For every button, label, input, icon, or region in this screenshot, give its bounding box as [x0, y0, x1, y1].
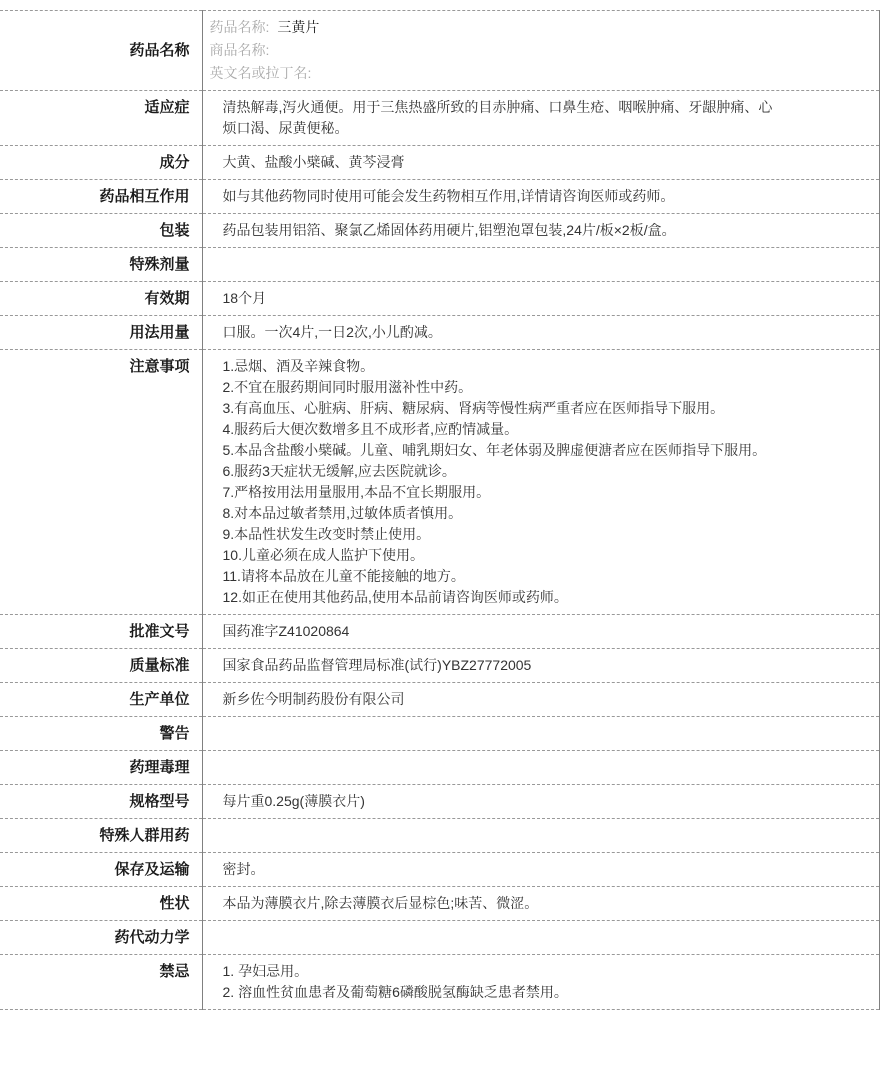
table-row	[0, 785, 880, 819]
row-label: 包装	[0, 214, 202, 248]
row-content	[202, 683, 880, 717]
row-label: 禁忌	[0, 955, 202, 1010]
row-label: 保存及运输	[0, 853, 202, 887]
table-row	[0, 91, 880, 146]
field-key: 英文名或拉丁名:	[209, 65, 312, 81]
table-row	[0, 955, 880, 1010]
row-content	[202, 955, 880, 1010]
content-line: 2.不宜在服药期间同时服用滋补性中药。	[222, 379, 473, 395]
content-line: 9.本品性状发生改变时禁止使用。	[222, 526, 431, 542]
table-row	[0, 316, 880, 350]
row-content	[202, 751, 880, 785]
drug-name-line	[210, 16, 870, 39]
row-label: 警告	[0, 717, 202, 751]
row-label: 适应症	[0, 91, 202, 146]
field-key: 商品名称:	[209, 42, 270, 58]
content-line: 11.请将本品放在儿童不能接触的地方。	[222, 568, 465, 584]
row-content	[202, 350, 880, 615]
table-row	[0, 615, 880, 649]
content-line: 7.严格按用法用量服用,本品不宜长期服用。	[222, 484, 491, 500]
content-line: 新乡佐今明制药股份有限公司	[222, 691, 405, 707]
row-content	[202, 853, 880, 887]
table-row	[0, 683, 880, 717]
table-row	[0, 146, 880, 180]
row-content	[202, 214, 880, 248]
table-row	[0, 819, 880, 853]
content-line: 如与其他药物同时使用可能会发生药物相互作用,详情请咨询医师或药师。	[222, 188, 675, 204]
row-label: 批准文号	[0, 615, 202, 649]
row-label: 药理毒理	[0, 751, 202, 785]
row-content	[202, 248, 880, 282]
content-line: 本品为薄膜衣片,除去薄膜衣后显棕色;味苦、微涩。	[222, 895, 539, 911]
table-row	[0, 887, 880, 921]
row-label: 生产单位	[0, 683, 202, 717]
row-label: 有效期	[0, 282, 202, 316]
table-row	[0, 921, 880, 955]
row-label: 药代动力学	[0, 921, 202, 955]
table-row	[0, 350, 880, 615]
row-label: 性状	[0, 887, 202, 921]
row-label: 注意事项	[0, 350, 202, 615]
row-content	[202, 717, 880, 751]
row-content	[202, 649, 880, 683]
row-content	[202, 887, 880, 921]
content-line: 4.服药后大便次数增多且不成形者,应酌情减量。	[222, 421, 519, 437]
content-line: 3.有高血压、心脏病、肝病、糖尿病、肾病等慢性病严重者应在医师指导下服用。	[222, 400, 725, 416]
content-line: 5.本品含盐酸小檗碱。儿童、哺乳期妇女、年老体弱及脾虚便溏者应在医师指导下服用。	[222, 442, 767, 458]
row-label: 用法用量	[0, 316, 202, 350]
drug-name-line	[210, 39, 870, 62]
row-content	[202, 921, 880, 955]
row-content	[202, 316, 880, 350]
row-label: 药品相互作用	[0, 180, 202, 214]
content-line: 烦口渴、尿黄便秘。	[222, 120, 349, 136]
row-label: 成分	[0, 146, 202, 180]
content-line: 药品包装用铝箔、聚氯乙烯固体药用硬片,铝塑泡罩包装,24片/板×2板/盒。	[222, 222, 676, 238]
table-row	[0, 180, 880, 214]
row-content	[202, 615, 880, 649]
table-row	[0, 11, 880, 91]
row-content	[202, 146, 880, 180]
table-row	[0, 717, 880, 751]
table-row	[0, 282, 880, 316]
content-line: 清热解毒,泻火通便。用于三焦热盛所致的目赤肿痛、口鼻生疮、咽喉肿痛、牙龈肿痛、心	[222, 99, 773, 115]
row-label: 特殊剂量	[0, 248, 202, 282]
row-label: 药品名称	[0, 11, 202, 91]
content-line: 口服。一次4片,一日2次,小儿酌减。	[222, 324, 442, 340]
content-line: 18个月	[222, 290, 267, 306]
row-label: 特殊人群用药	[0, 819, 202, 853]
row-content	[202, 180, 880, 214]
field-key: 药品名称:	[209, 19, 270, 35]
content-line: 国家食品药品监督管理局标准(试行)YBZ27772005	[222, 657, 532, 673]
content-line: 国药准字Z41020864	[222, 623, 350, 639]
content-line: 1.忌烟、酒及辛辣食物。	[222, 358, 375, 374]
table-row	[0, 649, 880, 683]
row-content	[202, 819, 880, 853]
row-content	[202, 785, 880, 819]
content-line: 每片重0.25g(薄膜衣片)	[222, 793, 365, 809]
content-line: 6.服药3天症状无缓解,应去医院就诊。	[222, 463, 456, 479]
content-line: 12.如正在使用其他药品,使用本品前请咨询医师或药师。	[222, 589, 568, 605]
drug-name-line	[210, 62, 870, 85]
table-row	[0, 214, 880, 248]
table-row	[0, 248, 880, 282]
content-line: 密封。	[222, 861, 265, 877]
field-value: 三黄片	[277, 19, 320, 35]
content-line: 大黄、盐酸小檗碱、黄芩浸膏	[222, 154, 405, 170]
content-line: 8.对本品过敏者禁用,过敏体质者慎用。	[222, 505, 463, 521]
content-line: 1. 孕妇忌用。	[222, 963, 309, 979]
table-row	[0, 751, 880, 785]
row-content	[202, 11, 880, 91]
row-content	[202, 91, 880, 146]
row-label: 质量标准	[0, 649, 202, 683]
content-line: 10.儿童必须在成人监护下使用。	[222, 547, 424, 563]
row-content	[202, 282, 880, 316]
drug-info-table-body	[0, 11, 880, 1010]
drug-info-table	[0, 10, 880, 1010]
table-row	[0, 853, 880, 887]
content-line: 2. 溶血性贫血患者及葡萄糖6磷酸脱氢酶缺乏患者禁用。	[222, 984, 568, 1000]
row-label: 规格型号	[0, 785, 202, 819]
